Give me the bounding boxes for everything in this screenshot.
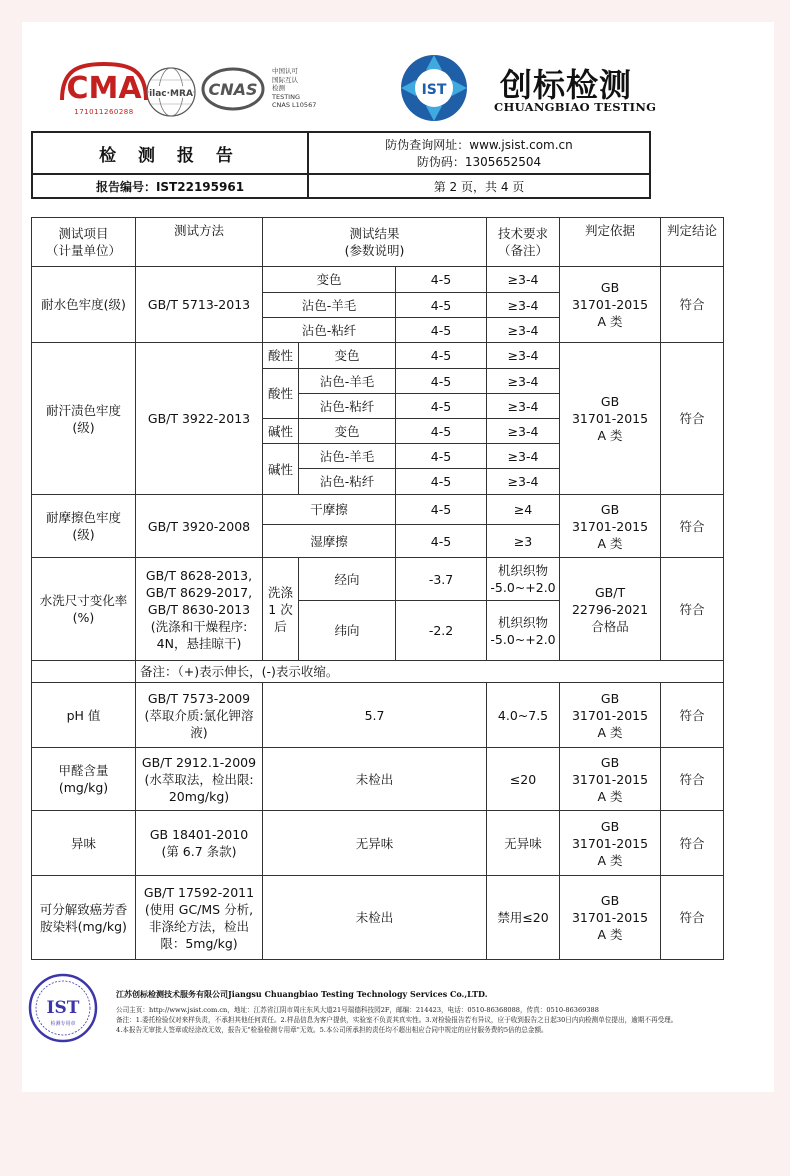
- brand-name-cn: 创标检测: [500, 66, 633, 104]
- svg-text:CMA: CMA: [66, 71, 142, 106]
- cma-number: 171011260288: [74, 108, 134, 116]
- ilac-mra-logo: [143, 62, 199, 128]
- svg-text:ilac·MRA: ilac·MRA: [149, 89, 193, 99]
- basis-cell: GB 31701-2015 A 类: [560, 495, 661, 558]
- conclusion-cell: 符合: [661, 343, 724, 495]
- table-row: 异味 GB 18401-2010 (第 6.7 条款) 无异味 无异味 GB 31701-2015 A 类 符合: [32, 811, 724, 876]
- table-row: 沾色-粘纤 4-5 ≥3-4: [32, 394, 724, 419]
- report-title: 检 测 报 告: [33, 133, 309, 175]
- basis-cell: GB 31701-2015 A 类: [560, 748, 661, 811]
- table-row: 耐水色牢度(级) GB/T 5713-2013 变色 4-5 ≥3-4 GB 31701-2015 A 类 符合: [32, 267, 724, 293]
- table-row: 耐摩擦色牢度 (级) GB/T 3920-2008 干摩擦 4-5 ≥4 GB 31701-2015 A 类 符合: [32, 495, 724, 525]
- table-row: 沾色-粘纤 4-5 ≥3-4: [32, 469, 724, 495]
- footer-contact: 公司主页：http://www.jsist.com.cn，地址：江苏省江阴市周庄东风大道21号瑞德科技园2F，邮编：214423，电话：0510-86368088，传真：0510-86369388: [116, 1006, 599, 1014]
- report-number: 报告编号：IST22195961: [33, 175, 309, 197]
- table-row: 沾色-粘纤 4-5 ≥3-4: [32, 318, 724, 343]
- header-item: 测试项目 （计量单位）: [32, 218, 136, 267]
- footer-note-1: 备注：1.委托检验仅对来样负责，不承担其他任何责任。2.样品信息为客户提供，实验室不负责其真实性。3.对检验报告若有异议，应于收到报告之日起30日内向检测单位提出，逾期不再受理。: [116, 1016, 678, 1024]
- table-row: pH 值 GB/T 7573-2009 (萃取介质:氯化钾溶 液) 5.7 4.0~7.5 GB 31701-2015 A 类 符合: [32, 683, 724, 748]
- table-row: 可分解致癌芳香 胺染料(mg/kg) GB/T 17592-2011 (使用 GC/MS 分析, 非涤纶方法，检出 限：5mg/kg) 未检出 禁用≤20 GB 31701-2015 A 类 符合: [32, 876, 724, 960]
- results-table: [31, 217, 724, 960]
- header-basis: 判定依据: [560, 218, 661, 267]
- basis-cell: GB 31701-2015 A 类: [560, 876, 661, 960]
- table-row: 水洗尺寸变化率 (%) GB/T 8628-2013, GB/T 8629-2017, GB/T 8630-2013 (洗涤和干燥程序: 4N，悬挂晾干) 洗涤 1 次 后 经向 -3.7 机织织物 -5.0~+2.0 GB/T 22796-2021 合格品 符合: [32, 558, 724, 601]
- svg-text:IST: IST: [421, 82, 447, 98]
- footer-note-2: 4.本报告无审批人签章或经涂改无效，报告无"检验检测专用章"无效。5.本公司所承担的责任均不超出相应合同中规定的应付服务费的5倍的总金额。: [116, 1026, 548, 1034]
- table-row: 碱性 变色 4-5 ≥3-4: [32, 419, 724, 444]
- conclusion-cell: 符合: [661, 811, 724, 876]
- table-row: 沾色-羊毛 4-5 ≥3-4: [32, 293, 724, 318]
- basis-cell: GB 31701-2015 A 类: [560, 267, 661, 343]
- table-row: 耐汗渍色牢度 (级) GB/T 3922-2013 酸性 变色 4-5 ≥3-4 GB 31701-2015 A 类 符合: [32, 343, 724, 369]
- verify-code: 防伪码：1305652504: [416, 155, 542, 169]
- cnas-caption: 中国认可 国际互认 检测 TESTING CNAS L10567: [272, 67, 317, 109]
- report-header-box: [31, 131, 651, 199]
- table-row: 甲醛含量 (mg/kg) GB/T 2912.1-2009 (水萃取法，检出限: 20mg/kg) 未检出 ≤20 GB 31701-2015 A 类 符合: [32, 748, 724, 811]
- table-header-row: [32, 218, 724, 267]
- header-result: 测试结果 (参数说明): [263, 218, 487, 267]
- verify-site: 防伪查询网址：www.jsist.com.cn: [385, 138, 573, 152]
- svg-text:检测专用章: 检测专用章: [50, 1021, 76, 1027]
- verification-info: [309, 133, 649, 175]
- table-row: [32, 661, 724, 683]
- conclusion-cell: 符合: [661, 267, 724, 343]
- brand-name-en: CHUANGBIAO TESTING: [494, 100, 657, 114]
- cnas-mark-icon: [201, 65, 265, 115]
- conclusion-cell: 符合: [661, 683, 724, 748]
- cma-mark-icon: [58, 60, 150, 106]
- cma-logo: [58, 60, 150, 140]
- table-row: 酸性 沾色-羊毛 4-5 ≥3-4: [32, 369, 724, 394]
- seal-stamp-icon: [28, 973, 98, 1043]
- footer-company: 江苏创标检测技术服务有限公司Jiangsu Chuangbiao Testing Technology Services Co.,LTD.: [116, 989, 488, 999]
- header-method: 测试方法: [136, 218, 263, 267]
- ilac-mra-globe-icon: [143, 62, 199, 128]
- conclusion-cell: 符合: [661, 876, 724, 960]
- header-requirement: 技术要求 （备注）: [487, 218, 560, 267]
- inspection-seal: [28, 973, 98, 1043]
- svg-text:IST: IST: [46, 998, 80, 1018]
- basis-cell: GB/T 22796-2021 合格品: [560, 558, 661, 661]
- cnas-logo: [201, 65, 265, 115]
- conclusion-cell: 符合: [661, 558, 724, 661]
- ist-emblem-icon: [398, 52, 470, 132]
- header-conclusion: 判定结论: [661, 218, 724, 267]
- basis-cell: GB 31701-2015 A 类: [560, 683, 661, 748]
- table-row: 纬向 -2.2 机织织物 -5.0~+2.0: [32, 601, 724, 661]
- basis-cell: GB 31701-2015 A 类: [560, 811, 661, 876]
- table-row: 碱性 沾色-羊毛 4-5 ≥3-4: [32, 444, 724, 469]
- table-row: 湿摩擦 4-5 ≥3: [32, 525, 724, 558]
- svg-text:CNAS: CNAS: [208, 80, 258, 99]
- ist-logo: [398, 52, 470, 132]
- conclusion-cell: 符合: [661, 495, 724, 558]
- conclusion-cell: 符合: [661, 748, 724, 811]
- wash-note: 备注：（+)表示伸长，(-)表示收缩。: [136, 661, 724, 683]
- basis-cell: GB 31701-2015 A 类: [560, 343, 661, 495]
- page-info: 第 2 页，共 4 页: [433, 179, 525, 194]
